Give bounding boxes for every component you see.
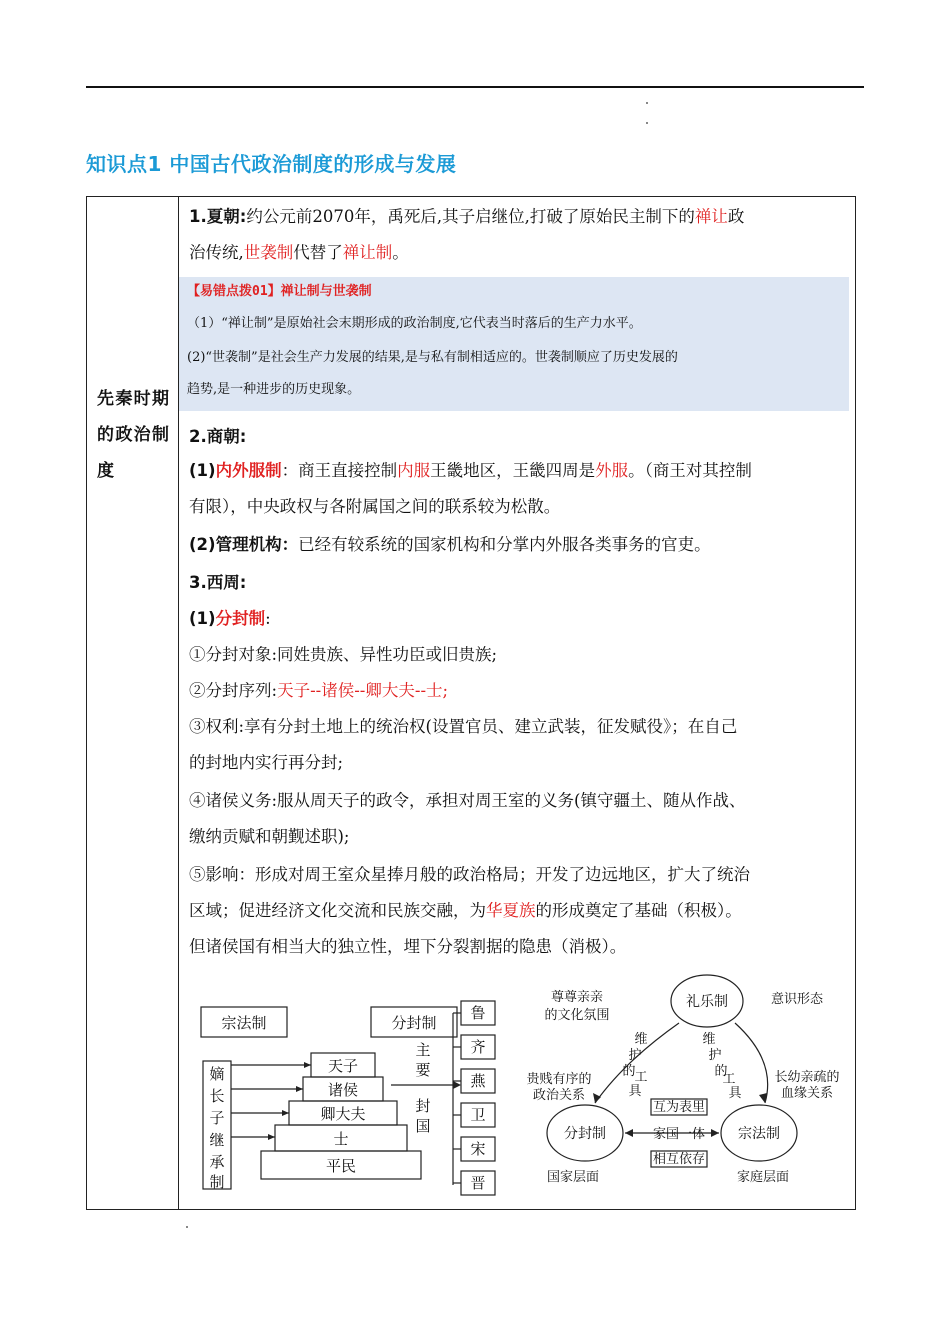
text-span: 区域；促进经济文化交流和民族交融，为 — [189, 901, 486, 920]
center-label: 家国一体 — [652, 1127, 706, 1142]
text-span: 政 — [727, 207, 745, 226]
annotation: 尊尊亲亲 — [550, 990, 604, 1005]
key-term: 内服 — [397, 461, 431, 480]
zongfa-node-label: 宗法制 — [738, 1126, 780, 1142]
tool-char: 的 — [622, 1064, 636, 1079]
key-term: 外服 — [595, 461, 629, 480]
fenfeng-node-label: 分封制 — [564, 1126, 606, 1142]
text-line — [189, 673, 448, 709]
text-line: ③权利:享有分封土地上的统治权(设置官员、建立武装，征发赋役》；在自己 — [189, 717, 738, 736]
text-line — [189, 601, 271, 637]
key-term: 天子--诸侯--卿大夫--士; — [277, 681, 449, 700]
text-span: 约公元前2070年，禹死后,其子启继位,打破了原始民主制下的 — [246, 207, 695, 226]
text-line: 的封地内实行再分封; — [189, 753, 344, 772]
tool-char: 维 — [702, 1032, 716, 1047]
key-term: 禅让 — [694, 207, 728, 226]
tip-paragraph: 趋势,是一种进步的历史现象。 — [187, 382, 361, 397]
state-label: 晋 — [470, 1174, 486, 1192]
inherit-char: 承 — [209, 1153, 225, 1171]
annotation: 的文化氛围 — [544, 1008, 610, 1023]
main-char: 主 — [415, 1041, 431, 1059]
speck — [646, 102, 648, 104]
text-span: 。（商王对其控制 — [628, 461, 752, 480]
text-span: (2)管理机构： — [189, 535, 299, 554]
inherit-char: 嫡 — [209, 1065, 225, 1083]
header-rule — [86, 86, 864, 88]
level-label: 士 — [333, 1130, 349, 1148]
inherit-char: 子 — [209, 1109, 225, 1127]
key-term: 禅让制 — [342, 243, 393, 262]
xia-title: 1.夏朝: — [189, 207, 247, 226]
center-label: 相互依存 — [652, 1152, 706, 1167]
text-line: ①分封对象:同姓贵族、异性功臣或旧贵族; — [189, 645, 498, 664]
text-line: 缴纳贡赋和朝觐述职); — [189, 827, 350, 846]
annotation: 血缘关系 — [780, 1086, 834, 1101]
tool-char: 护 — [708, 1048, 722, 1063]
fenfeng-label: 分封制 — [391, 1014, 437, 1032]
text-span: : — [265, 609, 271, 628]
row-header-cell — [87, 197, 179, 1209]
key-term: 内外服制 — [215, 461, 282, 480]
tool-char: 具 — [628, 1084, 642, 1099]
level-label: 天子 — [327, 1057, 359, 1075]
state-label: 燕 — [470, 1072, 486, 1090]
tip-box — [179, 277, 849, 411]
annotation: 政治关系 — [532, 1088, 586, 1103]
main-char: 要 — [415, 1061, 431, 1079]
key-term: 世袭制 — [243, 243, 294, 262]
text-line — [189, 527, 711, 563]
liyue-label: 礼乐制 — [686, 994, 728, 1010]
text-span: ②分封序列: — [189, 681, 278, 700]
center-label: 互为表里 — [652, 1100, 706, 1115]
key-term: 华夏族 — [486, 901, 536, 920]
section-heading: 知识点1 中国古代政治制度的形成与发展 — [86, 152, 457, 176]
state-label: 宋 — [470, 1140, 486, 1158]
main-char: 国 — [415, 1117, 431, 1135]
institutions-triangle-diagram — [515, 971, 845, 1201]
level-label: 卿大夫 — [320, 1105, 366, 1123]
tip-title: 【易错点拨01】禅让制与世袭制 — [187, 284, 372, 299]
text-line: 但诸侯国有相当大的独立性，埋下分裂割据的隐患（消极）。 — [189, 937, 627, 956]
text-span: (1) — [189, 609, 216, 628]
text-span: 已经有较系统的国家机构和分掌内外服各类事务的官吏。 — [298, 535, 711, 554]
inherit-char: 长 — [209, 1087, 225, 1105]
main-char: 封 — [415, 1097, 431, 1115]
text-line — [189, 235, 409, 271]
annotation: 国家层面 — [546, 1170, 600, 1185]
annotation: 家庭层面 — [736, 1170, 790, 1185]
speck — [186, 1226, 188, 1228]
level-label: 平民 — [325, 1157, 357, 1175]
tool-char: 工 — [634, 1070, 648, 1085]
text-line — [189, 199, 744, 235]
annotation: 贵贱有序的 — [526, 1072, 592, 1087]
text-span: 治传统, — [189, 243, 244, 262]
annotation: 意识形态 — [770, 992, 824, 1007]
state-label: 鲁 — [470, 1004, 486, 1022]
text-line: ④诸侯义务:服从周天子的政令，承担对周王室的义务(镇守疆土、随从作战、 — [189, 791, 746, 810]
shang-title: 2.商朝: — [189, 427, 247, 446]
text-line — [189, 893, 742, 929]
state-label: 齐 — [470, 1038, 486, 1056]
state-label: 卫 — [470, 1106, 486, 1124]
zongfa-label: 宗法制 — [221, 1014, 267, 1032]
tool-char: 维 — [634, 1032, 648, 1047]
inherit-char: 继 — [209, 1131, 225, 1149]
tool-char: 具 — [728, 1086, 742, 1101]
tip-paragraph: （1）“禅让制”是原始社会末期形成的政治制度,它代表当时落后的生产力水平。 — [187, 316, 642, 331]
text-span: 代替了 — [293, 243, 343, 262]
text-line — [189, 453, 752, 489]
tip-paragraph: (2)“世袭制”是社会生产力发展的结果,是与私有制相适应的。世袭制顺应了历史发展的 — [187, 350, 678, 365]
level-label: 诸侯 — [327, 1081, 359, 1099]
text-span: ：商王直接控制 — [281, 461, 398, 480]
inherit-char: 制 — [209, 1173, 225, 1191]
speck — [646, 122, 648, 124]
key-term: 分封制 — [215, 609, 266, 628]
text-span: (1) — [189, 461, 216, 480]
text-line: ⑤影响：形成对周王室众星捧月般的政治格局；开发了边远地区，扩大了统治 — [189, 865, 750, 884]
tool-char: 的 — [714, 1064, 728, 1079]
zhou-title: 3.西周: — [189, 573, 247, 592]
annotation: 长幼亲疏的 — [774, 1070, 840, 1085]
tool-char: 工 — [722, 1072, 736, 1087]
tool-char: 护 — [628, 1048, 642, 1063]
text-span: 王畿地区，王畿四周是 — [430, 461, 596, 480]
content-table — [86, 196, 856, 1210]
text-span: 。 — [392, 243, 409, 262]
enfeoffment-diagram — [191, 977, 521, 1207]
text-line: 有限），中央政权与各附属国之间的联系较为松散。 — [189, 497, 561, 516]
text-span: 的形成奠定了基础（积极）。 — [535, 901, 742, 920]
row-header-label: 先秦时期的政治制度 — [97, 389, 169, 481]
